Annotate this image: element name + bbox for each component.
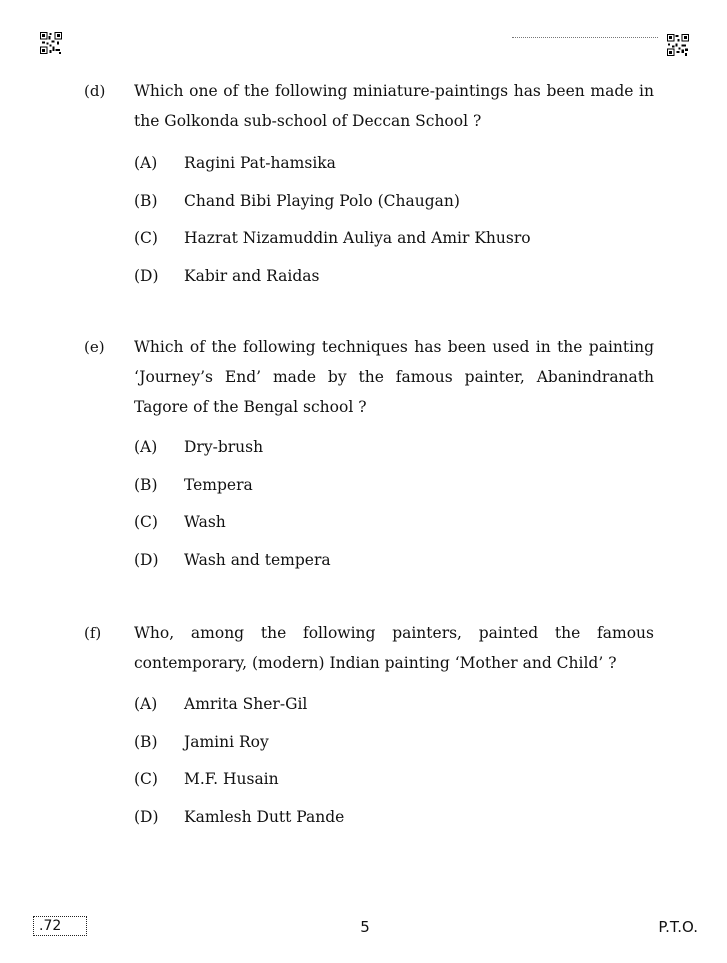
option-label: (A) [134, 695, 158, 713]
option-a [84, 428, 654, 466]
question-e [84, 332, 654, 578]
qr-code-icon [667, 34, 689, 56]
option-label: (A) [134, 154, 158, 172]
option-text: Kamlesh Dutt Pande [184, 807, 345, 826]
option-text: Tempera [184, 475, 253, 494]
option-text: Kabir and Raidas [184, 266, 320, 285]
page-number: 5 [360, 918, 370, 936]
question-text: Which of the following techniques has been used in the painting ‘Journey’s End’ made by the famous painter, Abanindranath Tagore of the Bengal school ? [134, 338, 654, 416]
option-label: (B) [134, 191, 158, 210]
option-text: Amrita Sher-Gil [184, 695, 308, 713]
question-f [84, 618, 654, 835]
paper-code-box: .72 [33, 916, 87, 936]
option-list [84, 685, 654, 835]
option-d [84, 541, 654, 579]
question-number: (e) [84, 338, 105, 356]
question-number: (f) [84, 624, 102, 642]
option-label: (D) [134, 266, 159, 285]
option-b [84, 466, 654, 504]
option-b [84, 182, 654, 220]
option-text: Wash [184, 513, 226, 531]
qr-code-icon [40, 32, 62, 54]
question-text: Which one of the following miniature-paintings has been made in the Golkonda sub-school of Deccan School ? [134, 82, 654, 130]
option-a [84, 685, 654, 723]
option-label: (D) [134, 807, 159, 826]
option-label: (A) [134, 438, 158, 456]
option-label: (C) [134, 229, 158, 247]
header-dotted-line [512, 37, 658, 38]
question-number: (d) [84, 82, 106, 100]
option-d [84, 798, 654, 836]
question-text: Who, among the following painters, painted the famous contemporary, (modern) Indian painting ‘Mother and Child’ ? [134, 624, 654, 672]
option-list [84, 428, 654, 578]
option-a [84, 144, 654, 182]
option-text: Chand Bibi Playing Polo (Chaugan) [184, 191, 460, 210]
option-text: Wash and tempera [184, 550, 331, 569]
option-label: (C) [134, 513, 158, 531]
option-label: (B) [134, 732, 158, 751]
option-text: M.F. Husain [184, 770, 279, 788]
option-c [84, 503, 654, 541]
question-d [84, 76, 654, 294]
option-label: (C) [134, 770, 158, 788]
option-text: Hazrat Nizamuddin Auliya and Amir Khusro [184, 229, 531, 247]
option-b [84, 723, 654, 761]
option-label: (D) [134, 550, 159, 569]
option-d [84, 257, 654, 295]
pto-label: P.T.O. [658, 918, 698, 936]
option-c [84, 219, 654, 257]
option-text: Jamini Roy [184, 732, 269, 751]
option-c [84, 760, 654, 798]
option-text: Dry-brush [184, 438, 264, 456]
option-list [84, 144, 654, 294]
option-text: Ragini Pat-hamsika [184, 154, 336, 172]
option-label: (B) [134, 475, 158, 494]
